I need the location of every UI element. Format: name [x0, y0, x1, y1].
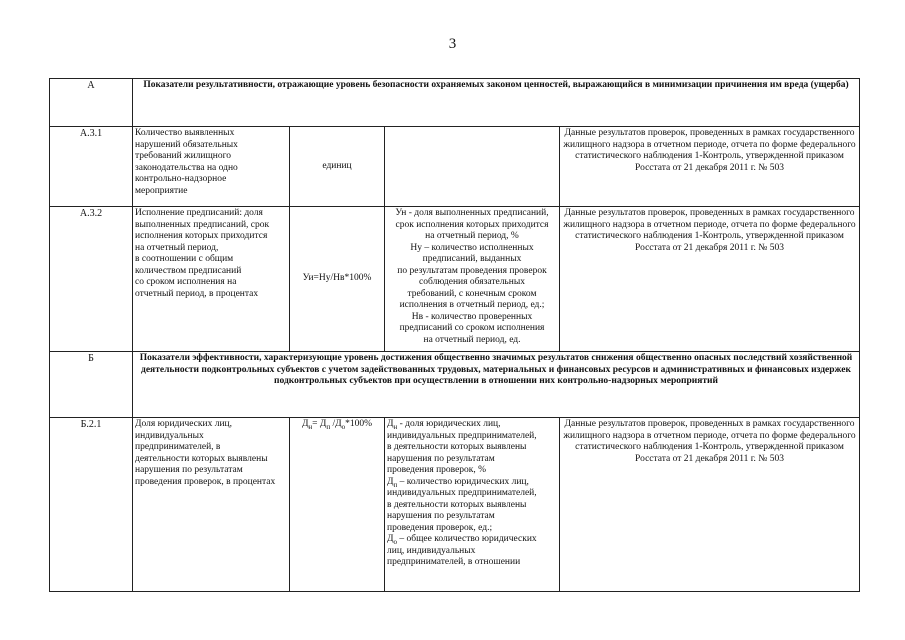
desc-line: проведения проверок, %: [387, 465, 487, 475]
formula-sub: н: [308, 422, 313, 431]
indicator-name: [133, 418, 290, 592]
indicators-table: [49, 78, 860, 592]
formula-slash: /: [332, 419, 336, 429]
desc-line: Нв - количество проверенных: [411, 311, 533, 322]
name-line: отчетный период, в процентах: [135, 288, 259, 299]
desc-line: по результатам проведения проверок: [397, 265, 547, 276]
desc-symbol: Д: [387, 534, 394, 544]
table-row: [50, 418, 860, 592]
indicator-formula-desc: [385, 418, 560, 592]
name-line: Количество выявленных: [135, 128, 235, 138]
row-code: А.3.1: [50, 127, 133, 207]
name-line: со сроком исполнения на: [135, 277, 237, 287]
name-line: предпринимателей, в: [135, 442, 221, 452]
indicator-formula-desc: [385, 207, 560, 352]
desc-line: Ун - доля выполненных предписаний,: [395, 208, 549, 218]
name-line: в соотношении с общим: [135, 254, 234, 264]
desc-sub: о: [393, 537, 397, 546]
desc-line: на отчетный период, ед.: [423, 334, 521, 345]
formula-eq: =: [312, 419, 318, 429]
desc-line: индивидуальных предпринимателей,: [387, 488, 537, 498]
desc-line: лиц, индивидуальных: [387, 545, 476, 556]
section-a-code: А: [50, 79, 133, 127]
indicator-source: Данные результатов проверок, проведенных в рамках государственного жилищного надзора в отчетном периоде, отчета по форме федерального статистического наблюдения 1-Контроль, утвержденной приказом Росстата от 21 декабря 2011 г. № 503: [560, 418, 860, 592]
page-number: 3: [448, 36, 457, 52]
row-code: Б.2.1: [50, 418, 133, 592]
formula-tail: *100%: [345, 419, 373, 429]
name-line: исполнения которых приходится: [135, 231, 268, 241]
desc-line: исполнения в отчетный период, ед.;: [399, 300, 545, 310]
section-a-row: [50, 79, 860, 127]
desc-line: [387, 419, 557, 431]
desc-line: требований, с конечным сроком: [407, 288, 537, 299]
name-line: на отчетный период,: [135, 242, 219, 253]
desc-symbol: Д: [387, 476, 394, 487]
section-a-title: Показатели результативности, отражающие уровень безопасности охраняемых законом ценностей, выражающийся в минимизации причинения им вреда (ущерба): [133, 79, 860, 127]
formula-d: Д: [319, 419, 327, 429]
name-line: индивидуальных: [135, 430, 204, 441]
indicator-name: [133, 207, 290, 352]
name-line: законодательства на одно: [135, 162, 238, 173]
desc-line: Ну – количество исполненных: [410, 242, 534, 253]
name-line: нарушения по результатам: [135, 465, 243, 475]
desc-text: - доля юридических лиц,: [397, 419, 501, 429]
desc-line: в деятельности которых выявлены: [387, 442, 527, 452]
desc-line: на отчетный период, %: [425, 231, 519, 241]
indicator-formula: [290, 418, 385, 592]
name-line: требований жилищного: [135, 151, 232, 161]
formula-sub: п: [326, 422, 331, 431]
indicator-unit: единиц: [290, 127, 385, 207]
section-b-title: Показатели эффективности, характеризующие уровень достижения общественно значимых результатов снижения общественно опасных последствий хозяйственной деятельности подконтрольных субъектов с учетом задействованных трудовых, материальных и финансовых ресурсов и административных и финансовых издержек подконтрольных субъектов при осуществлении в отношении них контрольно-надзорных мероприятий: [133, 352, 860, 418]
formula-d: Д: [301, 419, 309, 429]
indicator-source: Данные результатов проверок, проведенных в рамках государственного жилищного надзора в отчетном периоде, отчета по форме федерального статистического наблюдения 1-Контроль, утвержденной приказом Росстата от 21 декабря 2011 г. № 503: [560, 127, 860, 207]
table-row: [50, 127, 860, 207]
name-line: Исполнение предписаний: доля: [135, 208, 263, 218]
indicator-source: Данные результатов проверок, проведенных в рамках государственного жилищного надзора в отчетном периоде, отчета по форме федерального статистического наблюдения 1-Контроль, утвержденной приказом Росстата от 21 декабря 2011 г. № 503: [560, 207, 860, 352]
desc-line: в деятельности которых выявлены: [387, 499, 527, 510]
desc-line: [387, 477, 557, 489]
formula-expression: [302, 419, 372, 429]
desc-symbol: Д: [387, 419, 394, 429]
table-row: [50, 207, 860, 352]
name-line: мероприятие: [135, 185, 188, 196]
desc-line: индивидуальных предпринимателей,: [387, 430, 537, 441]
indicator-formula-desc: [385, 127, 560, 207]
name-line: деятельности которых выявлены: [135, 453, 268, 464]
desc-line: предпринимателей, в отношении: [387, 557, 521, 567]
desc-line: нарушения по результатам: [387, 453, 495, 464]
formula-sub: о: [341, 422, 346, 431]
desc-sub: н: [393, 422, 398, 431]
desc-line: соблюдения обязательных: [419, 277, 525, 287]
desc-text: – количество юридических лиц,: [397, 476, 529, 487]
desc-line: проведения проверок, ед.;: [387, 522, 493, 533]
desc-line: предписаний, выданных: [422, 254, 522, 264]
formula-d: Д: [335, 419, 342, 429]
desc-text: – общее количество юридических: [396, 534, 537, 544]
section-b-row: [50, 352, 860, 418]
indicator-formula: Уи=Ну/Нв*100%: [290, 207, 385, 352]
desc-sub: п: [393, 480, 398, 489]
name-line: проведения проверок, в процентах: [135, 476, 276, 487]
desc-line: нарушения по результатам: [387, 511, 495, 521]
name-line: контрольно-надзорное: [135, 174, 227, 184]
row-code: А.3.2: [50, 207, 133, 352]
indicator-name: [133, 127, 290, 207]
name-line: количеством предписаний: [135, 265, 242, 276]
name-line: Доля юридических лиц,: [135, 419, 232, 429]
name-line: нарушений обязательных: [135, 139, 238, 150]
desc-line: срок исполнения которых приходится: [395, 219, 549, 230]
section-b-code: Б: [50, 352, 133, 418]
desc-line: предписаний со сроком исполнения: [399, 323, 545, 333]
name-line: выполненных предписаний, срок: [135, 219, 270, 230]
desc-line: [387, 534, 557, 546]
